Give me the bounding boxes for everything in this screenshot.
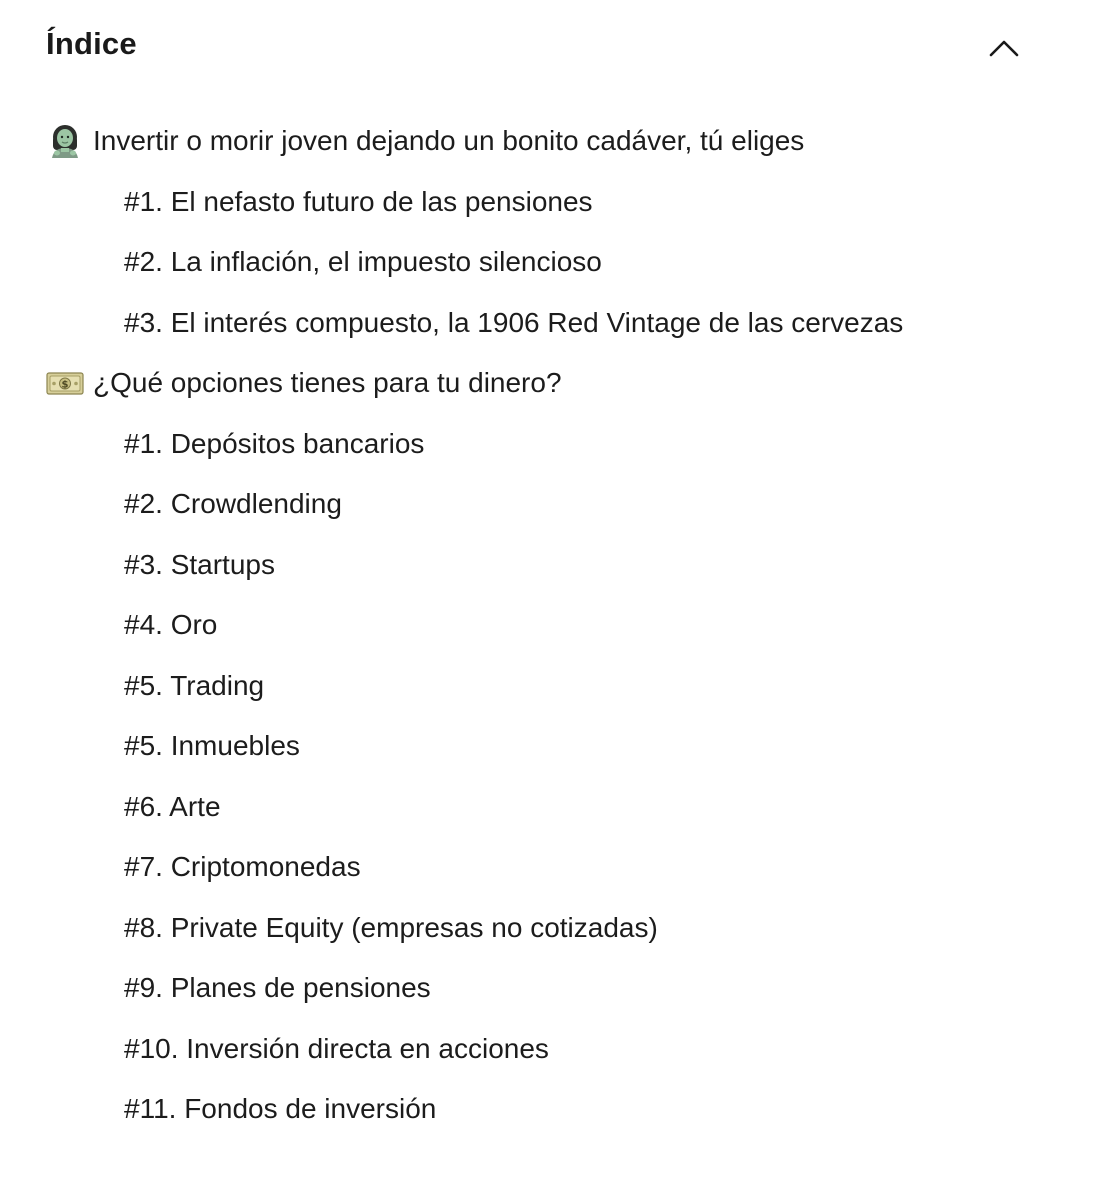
chevron-up-icon	[988, 38, 1020, 58]
zombie-woman-icon	[46, 124, 84, 158]
toc-item-link[interactable]: #3. El interés compuesto, la 1906 Red Vintage de las cervezas	[124, 306, 904, 338]
toc-item-link[interactable]: #8. Private Equity (empresas no cotizadas)	[124, 911, 658, 943]
toc-list	[0, 111, 1103, 1140]
toc-item-link[interactable]: #1. El nefasto futuro de las pensiones	[124, 185, 593, 217]
toc-title: Índice	[46, 26, 137, 61]
toc-item-link[interactable]: #9. Planes de pensiones	[124, 972, 431, 1004]
toc-section-link[interactable]	[0, 111, 1103, 172]
toc-item-link[interactable]: #2. La inflación, el impuesto silencioso	[124, 246, 602, 278]
toc-item-link[interactable]: #10. Inversión directa en acciones	[124, 1032, 549, 1064]
toc-section-link[interactable]	[0, 353, 1103, 414]
dollar-banknote-icon	[46, 366, 84, 400]
toc-item-link[interactable]: #5. Inmuebles	[124, 730, 300, 762]
toc-item-link[interactable]: #7. Criptomonedas	[124, 851, 361, 883]
toc-section-label: Invertir o morir joven dejando un bonito cadáver, tú eliges	[93, 125, 805, 157]
toc-item-link[interactable]: #4. Oro	[124, 609, 218, 641]
toc-header[interactable]	[46, 22, 1036, 72]
toc-item-link[interactable]: #2. Crowdlending	[124, 488, 342, 520]
toc-item-link[interactable]: #3. Startups	[124, 548, 275, 580]
collapse-toggle-button[interactable]	[986, 30, 1022, 66]
toc-item-link[interactable]: #6. Arte	[124, 790, 221, 822]
toc-section-label: ¿Qué opciones tienes para tu dinero?	[93, 367, 562, 399]
toc-item-link[interactable]: #11. Fondos de inversión	[124, 1093, 437, 1125]
svg-text:$: $	[61, 379, 69, 391]
toc-item-link[interactable]: #1. Depósitos bancarios	[124, 427, 425, 459]
toc-item-link[interactable]: #5. Trading	[124, 669, 265, 701]
